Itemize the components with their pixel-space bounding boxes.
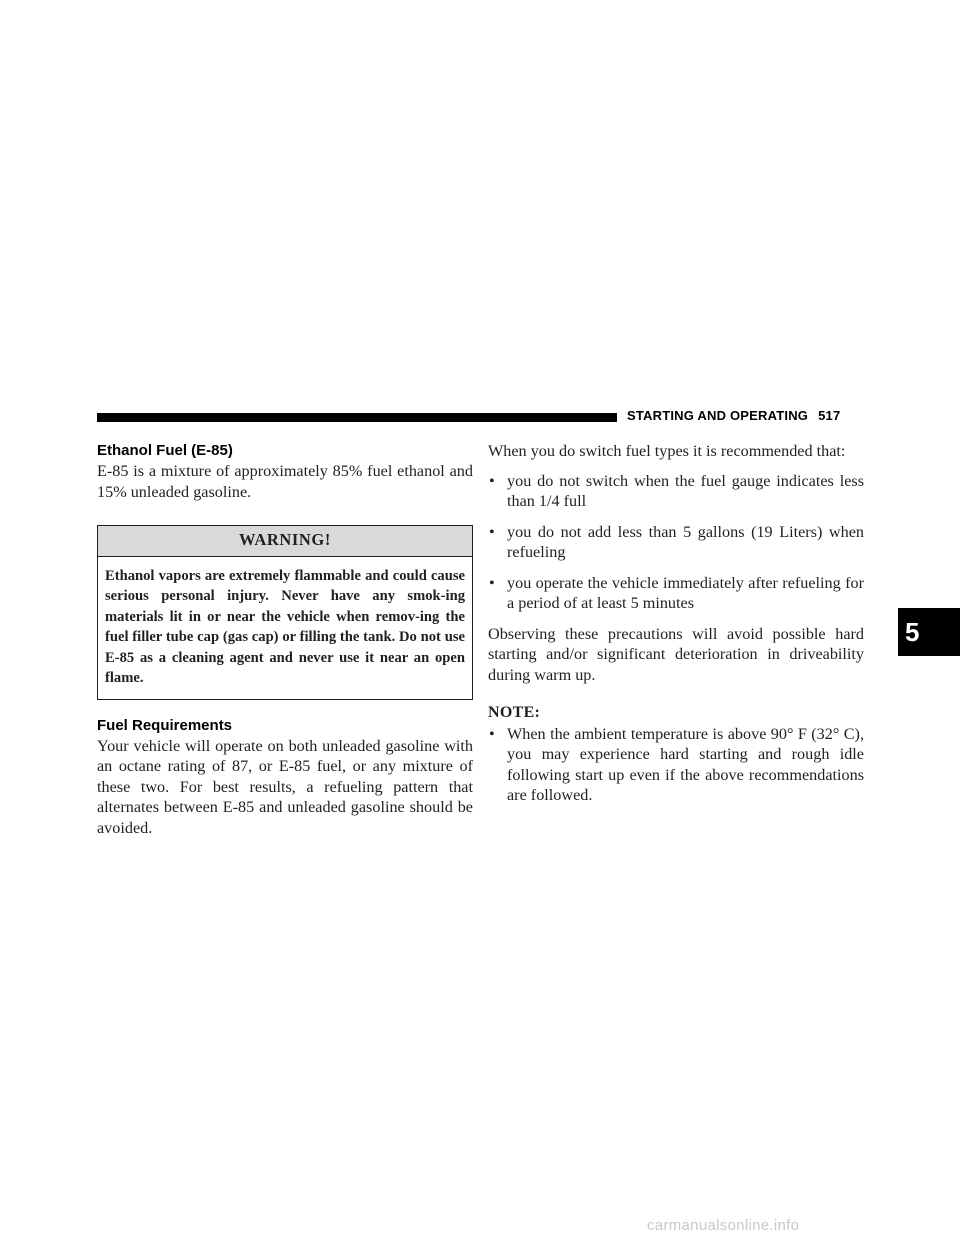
list-item: [488, 471, 864, 512]
page-number: 517: [818, 408, 841, 423]
bullet-icon: •: [489, 724, 495, 743]
section-title: STARTING AND OPERATING: [627, 408, 809, 423]
requirements-paragraph: Your vehicle will operate on both unleaded gasoline with an octane rating of 87, or E-85 fuel, or any mixture of these two. For best results, a refueling pattern that alternates between E-85 and unleaded gasoline should be avoided.: [97, 736, 473, 837]
heading-fuel-requirements: Fuel Requirements: [97, 716, 233, 734]
list-item: [488, 522, 864, 563]
bullet-icon: •: [489, 471, 495, 490]
recommendation-list: [488, 471, 864, 614]
watermark: carmanualsonline.info: [647, 1217, 800, 1234]
warning-title: WARNING!: [98, 526, 472, 557]
header-rule: [97, 413, 617, 422]
bullet-icon: •: [489, 522, 495, 541]
chapter-tab: 5: [898, 608, 960, 656]
right-column: [488, 441, 864, 806]
left-column: [97, 441, 473, 838]
list-item: [488, 573, 864, 614]
observing-paragraph: Observing these precautions will avoid possible hard starting and/or significant deterioration in driveability during warm up.: [488, 624, 864, 684]
ethanol-paragraph: E-85 is a mixture of approximately 85% fuel ethanol and 15% unleaded gasoline.: [97, 462, 473, 501]
bullet-icon: •: [489, 573, 495, 592]
switch-intro: When you do switch fuel types it is recommended that:: [488, 442, 846, 460]
note-label: NOTE:: [488, 704, 541, 721]
list-item-text: you operate the vehicle immediately after refueling for a period of at least 5 minutes: [507, 573, 864, 612]
heading-ethanol-fuel: Ethanol Fuel (E-85): [97, 442, 233, 459]
warning-box: [97, 525, 473, 700]
list-item: [488, 724, 864, 806]
list-item-text: you do not add less than 5 gallons (19 Liters) when refueling: [507, 522, 864, 561]
warning-body: Ethanol vapors are extremely flammable and could cause serious personal injury. Never have any smok-ing materials lit in or near the vehicle when remov-ing the fuel filler tube cap (gas cap) or filling the tank. Do not use E-85 as a cleaning agent and never use it near an open flame.: [105, 567, 465, 686]
running-header: [627, 408, 840, 423]
note-text: When the ambient temperature is above 90° F (32° C), you may experience hard starting and rough idle following start up even if the above recommendations are followed.: [507, 724, 864, 804]
list-item-text: you do not switch when the fuel gauge indicates less than 1/4 full: [507, 471, 864, 510]
note-list: [488, 724, 864, 806]
